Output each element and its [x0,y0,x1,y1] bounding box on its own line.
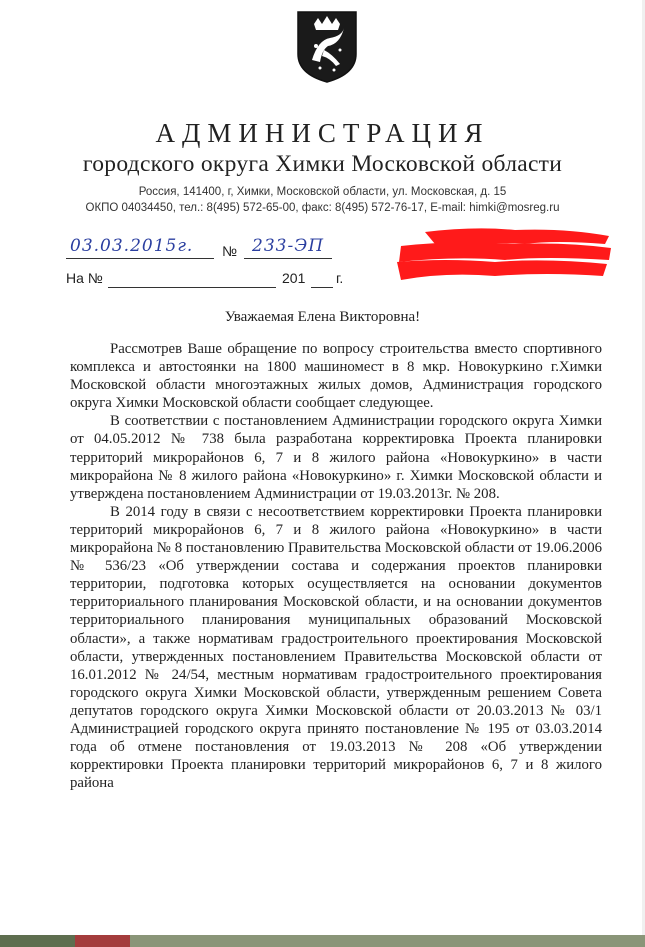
himki-coat-of-arms-icon [296,10,358,84]
outgoing-number: 233-ЭП [252,236,325,256]
paragraph-2: В соответствии с постановлением Администрации городского округа Химки от 04.05.2012 № 738 была разработана корректировка Проекта планировки территорий микрорайонов 6, 7 и 8 жилого района «Новокуркино» в части микрорайона № 8 жилого района «Новокуркино» г. Химки Московской области и утверждена постановлением Администрации от 19.03.2013г. № 208. [70,413,602,502]
letter-body [70,340,602,792]
reference-year-suffix: г. [336,270,344,286]
paragraph-3: В 2014 году в связи с несоответствием корректировки Проекта планировки территорий микрорайонов 6, 7 и 8 жилого района «Новокуркино» в части микрорайона № 8 постановлению Правительства Московской области от 19.06.2006 № 536/23 «Об утверждении состава и содержания проектов планировки территории, подготовка которых осуществляется на основании документов территориального планирования Московской области, и на основании документов территориального планирования муниципальных образований Московской области», а также нормативам градостроительного проектирования Московской области, утвержденных постановлением Правительства Московской области от 16.01.2012 № 24/54, местным нормативам градостроительного проектирования городского округа Химки Московской области, утвержденным решением Совета депутатов городского округа Химки Московской области от 20.03.2013 № 03/1 Администрацией городского округа принято постановление № 195 от 03.03.2014 года об отмене постановления от 19.03.2013 № 208 «Об утверждении корректировки Проекта планировки территорий микрорайонов 6, 7 и 8 жилого района [70,503,602,792]
redaction-mark [395,226,613,284]
reference-underline [108,287,276,288]
outgoing-number-label: № [222,243,238,259]
date-underline [66,258,214,259]
paragraph-1: Рассмотрев Ваше обращение по вопросу строительства вместо спортивного комплекса и автостоянки на 1800 машиномест в 8 мкр. Новокуркино г.Химки Московской области многоэтажных жилых домов, Администрация городского округа Химки Московской области сообщает следующее. [70,341,602,412]
greeting: Уважаемая Елена Викторовна! [224,309,421,325]
reference-label: На № [66,270,103,286]
number-underline [244,258,332,259]
organization-contacts: ОКПО 04034450, тел.: 8(495) 572-65-00, факс: 8(495) 572-76-17, E-mail: himki@mosreg.ru [85,202,560,214]
organization-subtitle: городского округа Химки Московской области [82,151,563,177]
outgoing-date: 03.03.2015г. [70,236,194,256]
scan-bottom-strip [0,935,645,947]
reference-year: 201 [282,270,306,286]
reference-year-underline [311,287,333,288]
organization-title: АДМИНИСТРАЦИЯ [155,118,490,148]
organization-address: Россия, 141400, г, Химки, Московской области, ул. Московская, д. 15 [138,186,507,198]
